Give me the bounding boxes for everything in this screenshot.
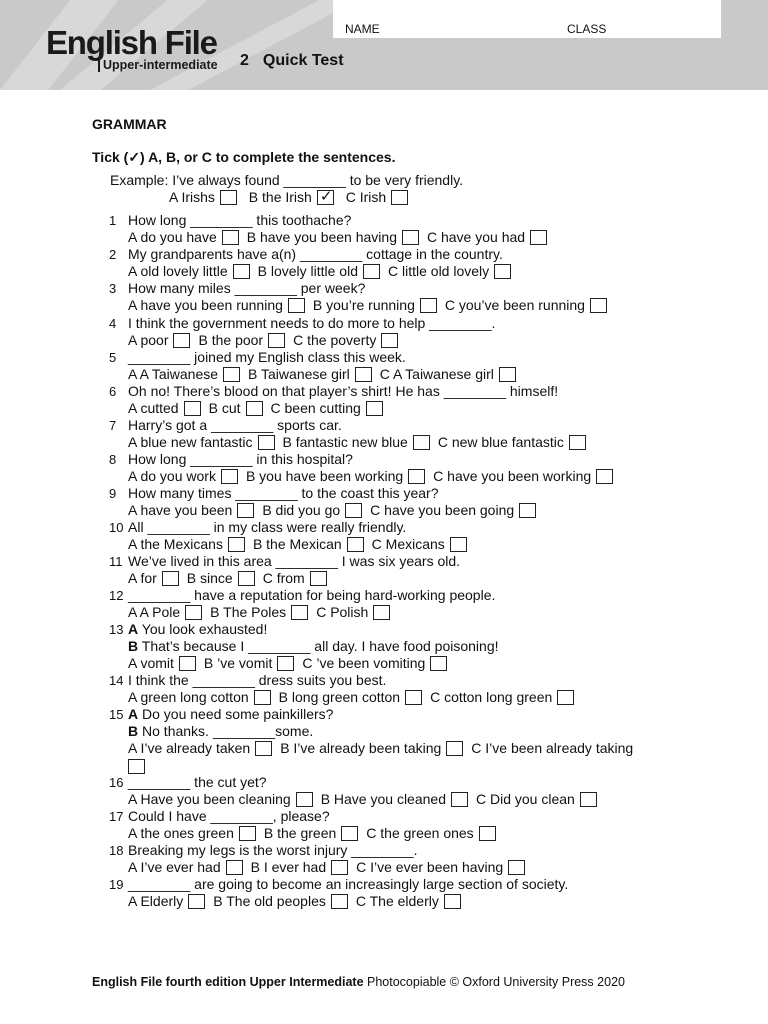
answer-options [128,536,475,553]
checkbox[interactable] [413,435,430,450]
question-number: 5 [109,350,117,365]
checkbox[interactable] [228,537,245,552]
checkbox[interactable] [596,469,613,484]
option-label: B fantastic new blue [282,434,408,450]
question [109,587,495,604]
test-title [240,52,344,70]
option-a [128,689,271,705]
question-number: 15 [109,707,124,722]
checkbox[interactable] [222,230,239,245]
option-b [248,366,372,382]
option-c [476,791,597,807]
footer-copyright: Photocopiable © Oxford University Press 2020 [363,975,625,989]
checkbox[interactable] [226,860,243,875]
question [109,485,439,502]
checkbox[interactable] [223,367,240,382]
checkbox[interactable] [569,435,586,450]
option-label: C have you been working [433,468,592,484]
option-label: B Have you cleaned [320,791,446,807]
option-label: B The old peoples [213,893,326,909]
option-label: A cutted [128,400,179,416]
checkbox[interactable] [430,656,447,671]
answer-options [128,893,469,910]
question-text: Harry’s got a ________ sports car. [128,417,342,433]
checkbox[interactable] [239,826,256,841]
checkbox[interactable] [221,469,238,484]
option-label: A Elderly [128,893,184,909]
question-line2 [128,723,313,740]
option-label: B long green cotton [278,689,401,705]
option-a [128,502,254,518]
option-label: B cut [208,400,241,416]
instruction: Tick (✓) A, B, or C to complete the sentences. [92,149,396,165]
checkbox[interactable] [347,537,364,552]
option-label: A blue new fantastic [128,434,253,450]
question-number: 18 [109,843,124,858]
option-label: B Taiwanese girl [248,366,350,382]
option-b [213,893,348,909]
question-text: All ________ in my class were really friendly. [128,519,407,535]
question [109,774,267,791]
checkbox[interactable] [277,656,294,671]
option-a [128,791,313,807]
option-label: B I ever had [250,859,327,875]
option-b [313,297,437,313]
answer-options [128,859,533,876]
option-label: A for [128,570,157,586]
checkbox[interactable] [233,264,250,279]
option-label: A have you been running [128,297,283,313]
question-number: 13 [109,622,124,637]
answer-options [128,434,594,451]
option-label: B since [186,570,233,586]
option-c [356,859,525,875]
option-label: A I’ve already taken [128,740,251,756]
test-name: Quick Test [262,52,344,69]
option-label: B you’re running [312,297,415,313]
option-label: C have you had [426,229,526,245]
option-label: B you have been working [245,468,404,484]
checkbox[interactable] [291,605,308,620]
option-label: A the Mexicans [128,536,223,552]
footer-edition: English File fourth edition Upper Intermediate [92,975,364,989]
option-b [258,263,380,279]
checkbox[interactable] [450,537,467,552]
option-label: A vomit [128,655,174,671]
answer-options [128,740,641,757]
answer-options [128,468,621,485]
checkbox[interactable] [420,298,437,313]
checkbox[interactable] [237,503,254,518]
option-b [209,400,263,416]
question-number: 2 [109,247,117,262]
question [109,212,351,229]
question-text: Do you need some painkillers? [142,706,334,722]
answer-options [128,297,615,314]
question [109,621,267,638]
answer-options [128,689,582,706]
checkbox[interactable] [381,333,398,348]
checkbox[interactable] [188,894,205,909]
option-label: A I’ve ever had [128,859,221,875]
checkbox[interactable] [363,264,380,279]
checkbox[interactable] [179,656,196,671]
option-b [253,536,364,552]
answer-options [128,400,391,417]
option-label: A Have you been cleaning [128,791,291,807]
checkbox[interactable] [444,894,461,909]
question-text: ________ the cut yet? [128,774,267,790]
wrapped-checkbox [128,758,145,775]
unit-number: 2 [240,52,249,69]
option-b [321,791,468,807]
option-label: B lovely little old [257,263,358,279]
question-number: 19 [109,877,124,892]
question-text: ________ joined my English class this week. [128,349,406,365]
option-c [366,825,495,841]
checkbox[interactable] [296,792,313,807]
question [109,672,386,689]
checkbox[interactable] [590,298,607,313]
checkbox[interactable] [580,792,597,807]
option-b [187,570,255,586]
question-text: How many miles ________ per week? [128,280,366,296]
option-b [204,655,294,671]
speaker-a: A [128,706,139,722]
option-a [128,536,245,552]
option-label: C the poverty [293,332,377,348]
option-b [210,604,308,620]
option-c [370,502,536,518]
option-a [128,740,272,756]
option-b [251,859,349,875]
answer-options [128,604,398,621]
option-label: A A Pole [128,604,181,620]
checkbox[interactable] [258,435,275,450]
question-number: 14 [109,673,124,688]
question-text: ________ are going to become an increasingly large section of society. [128,876,569,892]
question-text: No thanks. ________some. [142,723,314,739]
option-label: A do you work [128,468,216,484]
checkbox[interactable] [355,367,372,382]
option-c [445,297,607,313]
checkbox[interactable] [405,690,422,705]
example-option-c: C Irish [346,189,408,205]
option-label: A the ones green [128,825,234,841]
checkbox[interactable] [499,367,516,382]
option-label: A old lovely little [128,263,228,279]
answer-options [128,502,544,519]
option-label: C from [262,570,305,586]
checkbox[interactable] [162,571,179,586]
option-label: A do you have [128,229,217,245]
option-a [128,570,179,586]
question-number: 3 [109,281,117,296]
question-number: 4 [109,316,117,331]
option-label: C have you been going [370,502,515,518]
answer-options [128,655,455,672]
checkbox[interactable] [331,860,348,875]
example-prompt: Example: I’ve always found ________ to be very friendly. [110,172,464,188]
question-text: ________ have a reputation for being hard-working people. [128,587,496,603]
checkbox[interactable] [268,333,285,348]
question [109,417,342,434]
option-label: B I’ve already been taking [280,740,442,756]
checkbox[interactable] [238,571,255,586]
example-options [169,189,416,206]
option-b [198,332,285,348]
option-b [246,468,425,484]
option-label: B ’ve vomit [203,655,273,671]
checkbox[interactable] [451,792,468,807]
answer-options [128,263,519,280]
option-label: C little old lovely [388,263,490,279]
option-a [128,604,202,620]
option-label: C A Taiwanese girl [379,366,494,382]
question [109,246,503,263]
question-number: 7 [109,418,117,433]
checkbox[interactable] [220,190,237,205]
option-label: C cotton long green [430,689,553,705]
question [109,383,558,400]
speaker-b: B [128,723,139,739]
option-label: C Did you clean [476,791,575,807]
checkbox[interactable] [402,230,419,245]
question-number: 17 [109,809,124,824]
question-number: 10 [109,520,124,535]
option-label: C I’ve been already taking [471,740,634,756]
question-text: Breaking my legs is the worst injury ________. [128,842,418,858]
question [109,553,460,570]
question-number: 11 [109,554,123,569]
answer-options [128,570,335,587]
option-a [128,434,275,450]
option-label: B the green [263,825,337,841]
option-a [128,400,201,416]
checkbox[interactable] [288,298,305,313]
option-b [283,434,430,450]
option-c [438,434,586,450]
checkbox[interactable] [446,741,463,756]
option-b [247,229,419,245]
option-c [356,893,461,909]
question-text: That’s because I ________ all day. I have food poisoning! [141,638,499,654]
option-a [128,297,305,313]
question-line2 [128,638,499,655]
option-a [128,229,239,245]
checkbox[interactable] [173,333,190,348]
option-c [263,570,327,586]
answer-options [128,366,524,383]
option-c [316,604,390,620]
checkbox[interactable] [341,826,358,841]
brand-subtitle: Upper-intermediate [98,59,218,72]
option-a [128,655,196,671]
option-label: C the green ones [366,825,474,841]
section-title: GRAMMAR [92,116,167,132]
option-label: B The Poles [210,604,287,620]
option-b [280,740,463,756]
checkbox[interactable] [530,230,547,245]
option-a [128,893,205,909]
option-c [388,263,511,279]
option-label: C ’ve been vomiting [302,655,426,671]
question-text: I think the government needs to do more to help ________. [128,315,496,331]
option-c [302,655,447,671]
option-c [380,366,516,382]
answer-options [128,825,504,842]
answer-options [128,791,605,808]
name-class-box [333,0,721,38]
checkbox[interactable] [254,690,271,705]
checkbox[interactable] [246,401,263,416]
option-b [262,502,362,518]
question-number: 1 [109,213,117,228]
option-label: C Mexicans [371,536,445,552]
option-a [128,468,238,484]
option-b [264,825,358,841]
checkbox[interactable] [345,503,362,518]
checkbox[interactable] [366,401,383,416]
question [109,349,406,366]
answer-options [128,332,406,349]
checkbox[interactable] [408,469,425,484]
checkbox[interactable] [508,860,525,875]
question-text: I think the ________ dress suits you best. [128,672,387,688]
option-label: C been cutting [270,400,361,416]
question-number: 8 [109,452,117,467]
option-label: B did you go [262,502,341,518]
question [109,876,568,893]
option-label: B have you been having [246,229,397,245]
question-number: 12 [109,588,124,603]
option-label: A have you been [128,502,233,518]
checkbox[interactable] [255,741,272,756]
checkbox[interactable] [128,759,145,774]
question-text: Oh no! There’s blood on that player’s shirt! He has ________ himself! [128,383,559,399]
option-a [128,332,190,348]
option-label: C Polish [316,604,369,620]
option-a [128,263,250,279]
option-label: B the poor [198,332,264,348]
option-c [471,740,633,756]
option-c [430,689,574,705]
checkbox[interactable] [310,571,327,586]
option-label: A A Taiwanese [128,366,219,382]
checkbox[interactable] [494,264,511,279]
question-text: How many times ________ to the coast this year? [128,485,439,501]
question-number: 6 [109,384,117,399]
brand-logo [46,24,218,72]
question [109,706,333,723]
checkbox[interactable] [391,190,408,205]
checkbox[interactable] [331,894,348,909]
option-c [372,536,467,552]
option-c [427,229,547,245]
option-c [433,468,613,484]
question [109,280,365,297]
question [109,315,495,332]
question-text: My grandparents have a(n) ________ cottage in the country. [128,246,503,262]
option-label: A green long cotton [128,689,249,705]
answer-options [128,229,555,246]
class-label: CLASS [567,22,607,36]
option-a [128,825,256,841]
option-label: C you’ve been running [444,297,585,313]
question-text: How long ________ in this hospital? [128,451,353,467]
option-label: B the Mexican [252,536,342,552]
question [109,451,353,468]
checkbox[interactable] [185,605,202,620]
option-a [128,366,240,382]
option-c [293,332,398,348]
name-label: NAME [345,22,380,36]
option-label: C The elderly [355,893,439,909]
footer [92,975,625,989]
checkbox[interactable] [557,690,574,705]
option-label: C I’ve ever been having [356,859,504,875]
page-header [0,0,768,90]
example-option-b: B the Irish✓ [249,189,334,205]
option-label: A poor [128,332,169,348]
question-text: We’ve lived in this area ________ I was six years old. [128,553,461,569]
checkbox[interactable] [184,401,201,416]
question [109,808,330,825]
question-text: You look exhausted! [141,621,268,637]
question [109,519,406,536]
option-b [279,689,422,705]
option-a [128,859,243,875]
example-option-a: A Irishs [169,189,237,205]
option-label: C new blue fantastic [437,434,564,450]
checkbox[interactable] [479,826,496,841]
question-text: Could I have ________, please? [128,808,330,824]
question-number: 16 [109,775,124,790]
question-number: 9 [109,486,117,501]
option-c [271,400,383,416]
speaker-a: A [128,621,139,637]
checkbox[interactable] [519,503,536,518]
speaker-b: B [128,638,139,654]
brand-title: English File [46,24,217,61]
checkbox-checked[interactable] [317,190,334,205]
question-text: How long ________ this toothache? [128,212,352,228]
checkbox[interactable] [373,605,390,620]
question [109,842,417,859]
